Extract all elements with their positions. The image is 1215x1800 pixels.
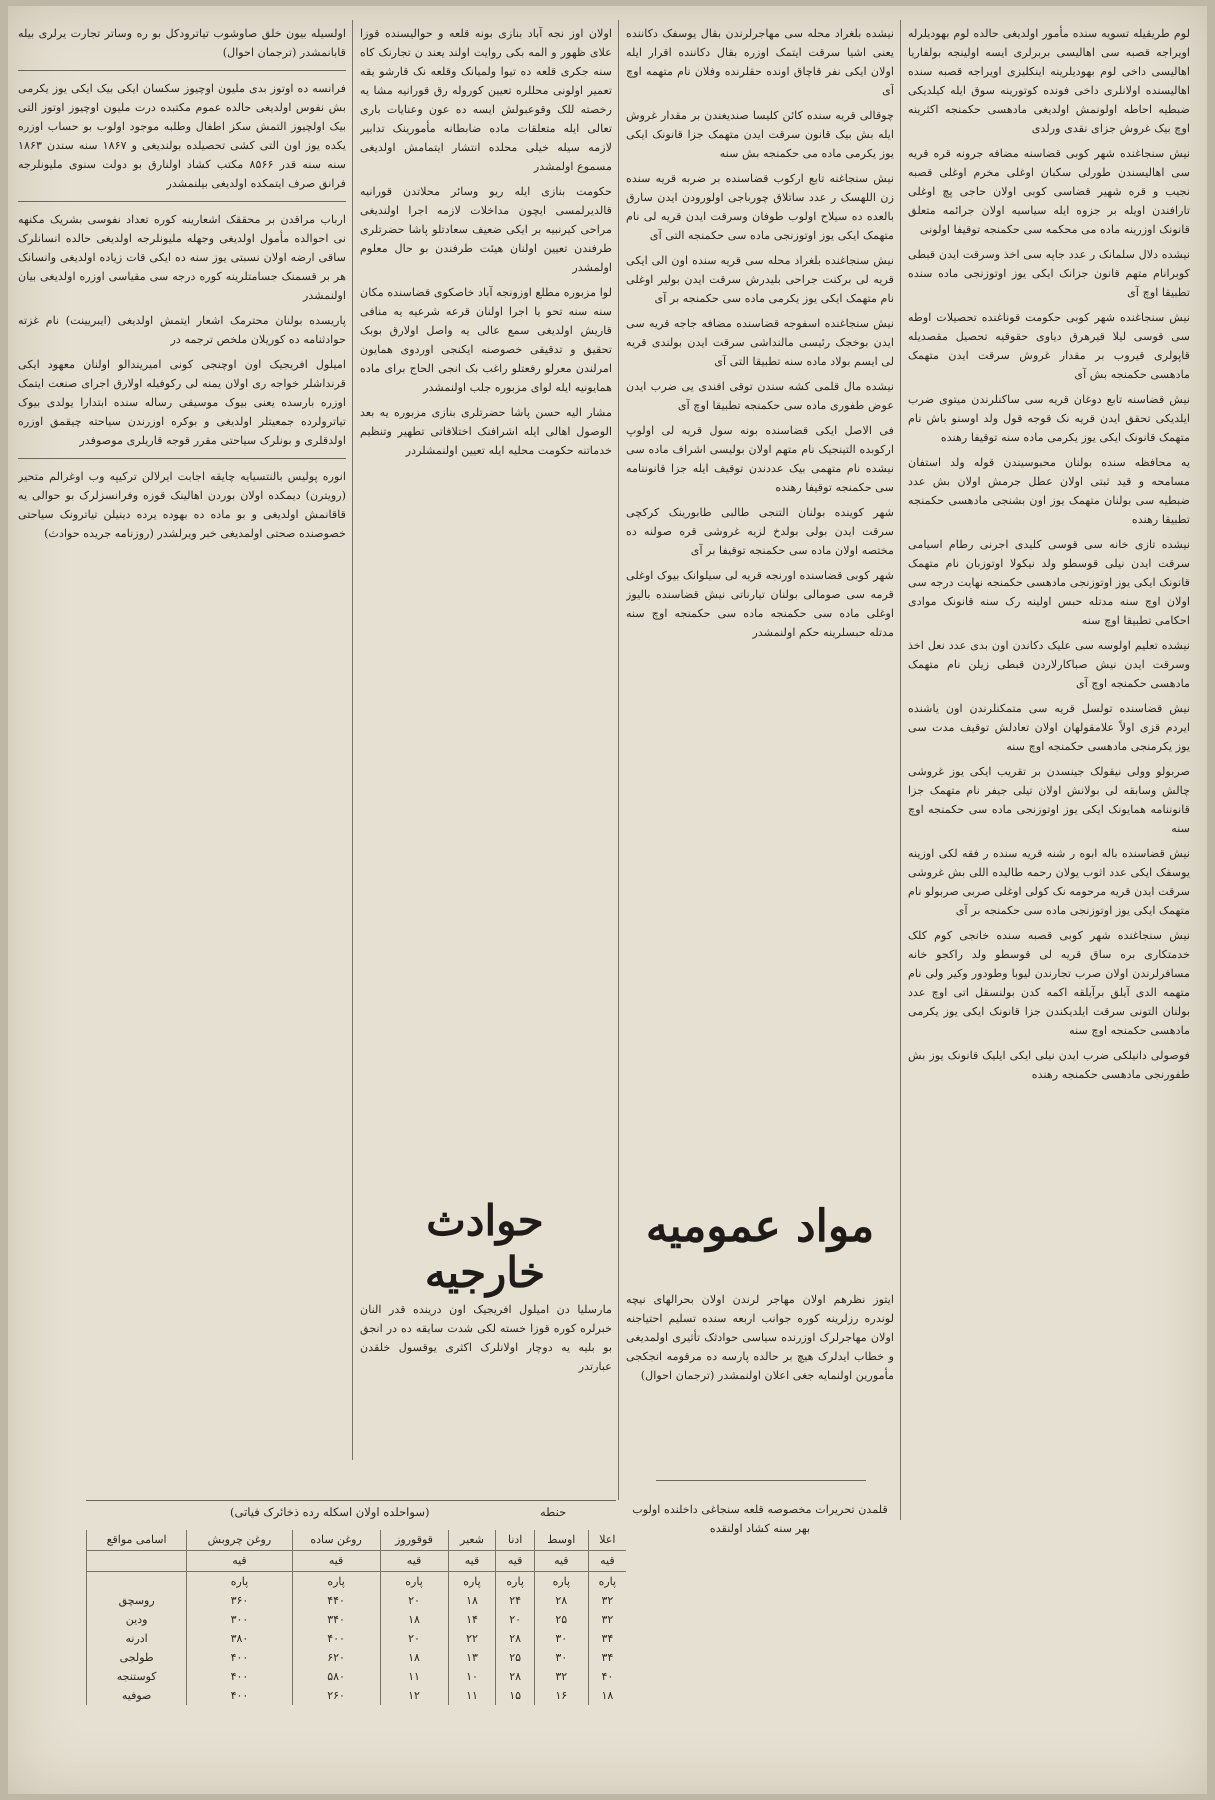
table-cell: ۱۶: [534, 1686, 588, 1705]
table-cell: ۲۸: [534, 1591, 588, 1610]
table-cell: ۵۸۰: [292, 1667, 380, 1686]
table-cell: ۴۰۰: [187, 1667, 292, 1686]
table-cell: ۲۲: [448, 1629, 496, 1648]
table-cell: [87, 1572, 187, 1592]
column-4: [18, 24, 346, 1494]
column-header: اسامی مواقع: [87, 1530, 187, 1551]
table-row: [87, 1610, 627, 1629]
table-cell: ۳۲: [588, 1591, 626, 1610]
table-cell: ۱۵: [496, 1686, 535, 1705]
news-item: نیش قضاسنه تابع دوغان قریه سی ساکنلرندن میتوی ضرب ایلدیکی تحقق ایدن قریه نک قوجه قول ولد اوسنو باش نام متهمک قانونک ایکی یوز یکرمی ماده سنه توقیفا رهنده: [908, 393, 1190, 444]
table-cell: ۱۳: [448, 1648, 496, 1667]
unit-header: قیه: [380, 1551, 448, 1572]
table-row: [87, 1591, 627, 1610]
news-item: شهر کوینده بولنان التنجی طالبی طابورینک کرکچی سرقت ایدن بولی بولدخ لزیه غروشی قره صولنه ده مختصه اولان ماده سی حکمنجه توقیفا بر آی: [626, 506, 894, 557]
column-header: اعلا: [588, 1530, 626, 1551]
news-item: حکومت بنازی ایله ریو وسائر محلاتدن قورانیه قالدیرلمسی ایچون مداخلات لازمه اجرا اولندیغی مراحی کیرنبیه بر ایکی ضعیف سعادتلو پاشا حضرتلری طرفندن تعیین اولنان هیئت طرفندن بو حال معلوم اولمشدر: [360, 185, 612, 274]
news-item: فوصولی دانیلکی ضرب ایدن نیلی ایکی ایلیک قانونک یوز بش طفورنجی مادهسی حکمنجه رهنده: [908, 1049, 1190, 1081]
news-item: نیش سنجاغنده شهر کوبی قصبه سنده خانجی کوم کلک خدمتکاری بره ساق قریه لی قوسطو ولد راکجو خانه مسافرلرندن اولان صرب تجارندن لیوبا وطودور وکیر ولی نام متهمه الدی آیلق برآیلقه اکمه کدن بولنسقل اتی اوچ عدد بولنان التونی سرقت ایلدیکندن جزا قانونک ایکی یوز یکرمی مادهسی حکمنجه اوچ سنه: [908, 929, 1190, 1037]
table-cell: ۶۲۰: [292, 1648, 380, 1667]
news-item: نیش سنجاغنده بلغراد محله سی قریه سنده اون الی ایکی قریه لی برکنت جراحی بلیدرش سرقت ایدن بولیر اوغلی نام متهمک ایکی یوز یکرمی ماده سی حکمنجه بر آی: [626, 254, 894, 305]
news-item: لوا مزبوره مطلع اوزونجه آباد خاصکوی قضاسنده مکان سنه سنه تحو یا اجرا اولنان قرعه شرعیه یه منافی قاریش اولدیغی سمع عالی یه واصل اولارق بوبک تحقیق و تدقیقی خصوصنه ایکنجی اوردوی همایون امرلندن معرلو رفعتلو راغب بک انجی الحاج برای ماده همایونیه ایله لوای مزبوره جلب اولنمشدر: [360, 286, 612, 394]
column-header: ادنا: [496, 1530, 535, 1551]
unit-header: قیه: [448, 1551, 496, 1572]
table-cell: ۱۸: [448, 1591, 496, 1610]
table-cell: صوفیه: [87, 1686, 187, 1705]
column-header: اوسط: [534, 1530, 588, 1551]
news-item: انوره پولیس بالنتسیایه چایقه اجابت ایرلالن ترکیپه وب اوغرالم متحیر (رویترن) دیمکده اولان بوردن اهالینک قوزه وفرانسزلرک بو حوالی یه قاقانمش اولدیغی و بو ماده ده بهوده یرده دینیلن تیاترونک سیاحتی خصوصنده صحتی اولمدیغی خبر ویرلشدر (روزنامه جریده حوادث): [18, 470, 346, 540]
table-subheader-row: [87, 1551, 627, 1572]
table-row: [87, 1648, 627, 1667]
news-item: نیش قضاسنده باله ابوه ر شنه قریه سنده ر فقه لکی اوزینه یوسفک ایکی عدد اثوب یولان رحمه طالیده اللی بش غروشی سرقت ایدن قریه مرحومه نک کولی اوغلی صربی صربولو نام متهمک ایکی یوز اوتوزنجی ماده سی حکمنجه بر آی: [908, 847, 1190, 917]
column-divider: [352, 20, 353, 1460]
table-cell: ۲۰: [496, 1610, 535, 1629]
table-cell: پاره: [292, 1572, 380, 1592]
table-cell: ۳۰۰: [187, 1610, 292, 1629]
news-item: ارباب مراقدن بر محققک اشعارینه کوره تعداد نفوسی بشریک مکنهه نی احوالده مأمول اولدیغی وجهله ملیونلرجه اولدیغی حالده انسانلرک ساقی ارضه اولان نسبتی یوز سنه ده ایکی قات زیاده اولدیغی وانسانک هر بر قسمنک جسامتلرینه کوره درجه سی مقیاسی اوزره اولدیغی بیان اولنمشدر: [18, 213, 346, 302]
news-item: نیشده تعلیم اولوسه سی علیک دکاندن اون بدی عدد نعل اخذ وسرقت ایدن نیش صباکارلاردن قبطی زیلن نام متهمک مادهسی حکمنجه اوچ آی: [908, 639, 1190, 690]
news-item: نیش سنجاغنده اسفوجه قضاسنده مضافه جاجه قریه سی ایدن بوخجک رئیسی مالنداشی سرقت ایدن بولندی قریه لی ایسم بولاد ماده سنه تطبیقا التی آی: [626, 317, 894, 368]
table-cell: ۴۰۰: [187, 1686, 292, 1705]
news-item: پاریسده بولنان محترمک اشعار ایتمش اولدیغی (ایبریینت) نام غزته حوادثنامه ده کوریلان ملخص ترجمه در: [18, 314, 346, 346]
divider-rule: [656, 1480, 866, 1481]
news-item: نیشده بلغراد محله سی مهاجرلرندن بقال یوسفک دکاننده یعنی اشیا سرقت ایتمک اوزره بقال دکاننده اقرار ایله اولان ایکی نفر قاچاق اونده حقلرنده وفلان نام متهمه اوچ آی: [626, 27, 894, 97]
news-item: مشار الیه حسن پاشا حضرتلری بنازی مزبوره یه بعد الوصول اهالی ایله اشرافنک اختلافاتی تطهیر وتنظیم خدماتنه حکومت محلیه ایله تعیین اولنمشلردر: [360, 406, 612, 457]
table-cell: کوستنجه: [87, 1667, 187, 1686]
news-item: ایتوز نظرهم اولان مهاجر لرندن اولان بحرالهای نیچه لوندره رزلرینه کوره جوانب اربعه سنده تسلیم احتیاجنه اولان مهاجرلرک اوزرنده سیاسی حوادثک تأثیری اولمدیغی و خطاب ایدلرک هیچ بر حالده پارسه ده مرقومه انجکجی مأمورین اولنمایه جغی اعلان اولنمشدر (ترجمان احوال): [626, 1293, 894, 1382]
news-item: صربولو وولی نیقولک جینسدن بر تقریب ایکی یوز غروشی چالش وسابقه لی بولانش اولان تیلی جیفر نام متهمک جزا قانوننامه همایونک ایکی یوز اوتوزنجی ماده سی حکمنجه اوچ سنه: [908, 765, 1190, 835]
column-1: [908, 24, 1190, 1784]
table-cell: ۲۵: [496, 1648, 535, 1667]
unit-header: قیه: [534, 1551, 588, 1572]
news-item: نیش سنجاغنه تابع ارکوب قضاسنده بر ضربه قریه سنده زن اللهسک ر عدد ساتلاق چورباجی اولورودن ایدن سارق بالعده ده سیلاح اولوب طوفان وسرقت ایدن قریه لی نام متهمک ایکی یوز اوتوزنجی ماده سی حکمنجه التی آی: [626, 172, 894, 242]
section-heading-foreign-news: حوادث خارجیه: [424, 1196, 546, 1297]
divider-rule: [18, 458, 346, 459]
table-cell: ۲۸: [496, 1629, 535, 1648]
table-row: [87, 1667, 627, 1686]
table-row: [87, 1686, 627, 1705]
divider-rule: [18, 70, 346, 71]
table-cell: ۳۰: [534, 1629, 588, 1648]
table-cell: پاره: [496, 1572, 535, 1592]
table-caption-wheat: حنطه: [540, 1505, 567, 1519]
unit-header: قیه: [292, 1551, 380, 1572]
table-cell: پاره: [187, 1572, 292, 1592]
table-cell: ۴۰۰: [187, 1648, 292, 1667]
table-cell: ۳۲: [588, 1610, 626, 1629]
table-cell: ۳۴: [588, 1648, 626, 1667]
table-cell: ۱۰: [448, 1667, 496, 1686]
table-cell: ودین: [87, 1610, 187, 1629]
divider-rule: [18, 201, 346, 202]
table-cell: ۱۸: [380, 1610, 448, 1629]
news-item: نیش سنجاغنده شهر کوبی قضاسنه مضافه جرونه قره قریه سی اهالیسندن طورلی سکبان اوغلی مخرم اوغلی قصبه نجیب و قره شهیر قضاسی کوبی اولان حاجی پچ اوغلی تارافندن اویله بر جزوه ایله سیاسیه اولان جرائمه متعلق قانونک اوزرینه ماده می محکمه سی حکمنجه توقیفا اولونی: [908, 147, 1190, 236]
table-cell: ۴۴۰: [292, 1591, 380, 1610]
news-item: شهر کوبی قضاسنده اورنجه قریه لی سیلوانک بیوک اوغلی قرمه سی صومالی بولنان تیارناتی نیش قضاسنده بالیوز اوغلی ماده سی حکمنجه ماده سی حکمنجه اوچ سنه مدتله حبسلرینه حکم اولنمشدر: [626, 569, 894, 639]
column-3: [360, 24, 612, 1144]
column-divider: [900, 20, 901, 1520]
news-item: اولان اوز نجه آباد بنازی بونه قلعه و حوالیسنده قوزا علای ظهور و المه بکی روایت اولند یعند ن تجارنک کاه سنه جکری قلعه ده تیوا ولمیانک وقلعه نک قارشو یقه تعمیر اولونی محللره تعیین کوروله رق قورانیه مشا یه رخصته للک وقوعبولش ایسه ده عون وعنایات باری تعالی ایله متعلقات ماده ضابطانه مأمورینک تدابیر لازمه سیله خیلی محلده انتشار ایتمامش اولدیغی مسموع اولمشدر: [360, 27, 612, 173]
news-item: نیشده دلال سلمانک ر عدد جاپه سی اخذ وسرقت ایدن قبطی کوبرانام متهم قانون جزانک ایکی یوز اوتوزنجی ماده سنده تطبیقا اوچ آی: [908, 248, 1190, 299]
table-cell: پاره: [588, 1572, 626, 1592]
news-item: فرانسه ده اوتوز بدی ملیون اوچیوز سکسان ایکی بیک ایکی یوز یکرمی بش نفوس اولدیغی حالده عموم مکتبده درت ملیون اوچیوز اوتوز التی بیک اولچیوز التمش سکز اطفال وطلبه موجود اولوب بو حساب اوزره یکده یوز اون التی کشی تحصیلده بولندیغی و ۱۸۶۷ سنه سندن ۱۸۶۳ سنه سنه قدر ۸۵۶۶ مکتب کشاد اولنارق بو دولت سنوی ملیونلرجه فرانق صرف ایتمکده اولدیغی بیلنمشدر: [18, 82, 346, 190]
table-cell: ۱۲: [380, 1686, 448, 1705]
news-item: نیش سنجاغنده شهر کوبی حکومت قوناغنده تحصیلات اوطه سی قوسی لیلا قیرهرق دیاوی حقوقیه تحصیل مقصدیله قاپولری قیروب بر مقدار غروش سرقت ایدن متهمک مادهسی حکمنجه بش آی: [908, 311, 1190, 381]
table-unit-row: [87, 1572, 627, 1592]
section-heading-general-matters: مواد عمومیه: [645, 1201, 875, 1252]
news-item: نیشده مال قلمی کشه سندن توقی افندی یی ضرب ایدن عوض طفوری ماده سی حکمنجه تطبیقا اوچ آی: [626, 380, 894, 412]
table-cell: طولجی: [87, 1648, 187, 1667]
table-cell: ۳۶۰: [187, 1591, 292, 1610]
table-cell: ۲۰: [380, 1629, 448, 1648]
news-item: فی الاصل ایکی قضاسنده بونه سول قریه لی اولوپ ارکوبده التینجیک نام متهم اولان بولیسی اشراف ماده سی نیشده نام متهمی بیک عددندن توقیف ایله جزا قانوننامه سی حکمنجه توقیفا رهنده: [626, 424, 894, 494]
news-item: لوم طریقیله تسویه سنده مأمور اولدیغی حالده لوم بهودیلرله اویراجه قصبه سی اهالیسی بربرلری ایسه اولینجه بولفاریا اهالیسی داخی لوم بهودیلرینه اینکلیزی اویراجه قصبه سنده اهالیسنده اولانلری داخی فونده کوتورینه سوق ایله کیلدیکی ضبطیه احاطه اولونمش اولدیغی مادهسی حکمنجه اکثرینه اوچ بیک غروش جزای نقدی ورلدی: [908, 27, 1190, 135]
table-cell: پاره: [380, 1572, 448, 1592]
table-cell: ۳۴: [588, 1629, 626, 1648]
table-cell: ۲۰: [380, 1591, 448, 1610]
column-header: روغن چروبش: [187, 1530, 292, 1551]
table-cell: ۲۸: [496, 1667, 535, 1686]
table-cell: ۳۰: [534, 1648, 588, 1667]
column-divider: [618, 20, 619, 1500]
table-cell: ۱۱: [448, 1686, 496, 1705]
table-cell: ۲۵: [534, 1610, 588, 1629]
table-cell: پاره: [534, 1572, 588, 1592]
unit-header: قیه: [496, 1551, 535, 1572]
table-cell: ادرنه: [87, 1629, 187, 1648]
table-cell: ۲۶۰: [292, 1686, 380, 1705]
table-caption: (سواحلده اولان اسکله رده ذخائرک فیاتی): [230, 1505, 430, 1519]
table-cell: ۴۰: [588, 1667, 626, 1686]
unit-header: قیه: [187, 1551, 292, 1572]
news-item: قلمدن تحریرات مخصوصه قلعه سنجاغی داخلنده اولوب بهر سنه کشاد اولنقده: [632, 1503, 888, 1535]
table-top-rule: [86, 1500, 616, 1501]
unit-header: [87, 1551, 187, 1572]
table-cell: روسچق: [87, 1591, 187, 1610]
table-cell: ۱۱: [380, 1667, 448, 1686]
table-cell: ۱۸: [588, 1686, 626, 1705]
table-cell: ۳۴۰: [292, 1610, 380, 1629]
table-cell: ۱۸: [380, 1648, 448, 1667]
table-row: [87, 1629, 627, 1648]
column-2-bottom: [626, 1290, 894, 1470]
news-item: نیش قضاسنده تولسل قریه سی متمکنلرندن اون یاشنده ایردم قزی اولاً علامقولهان اولان تعادلش توقیف مدت سی یوز یکرمنجی مادهسی حکمنجه اوچ سنه: [908, 702, 1190, 753]
column-header: قوقوروز: [380, 1530, 448, 1551]
table-cell: ۳۲: [534, 1667, 588, 1686]
column-2-footer: [626, 1500, 894, 1560]
table-cell: ۱۴: [448, 1610, 496, 1629]
table-cell: پاره: [448, 1572, 496, 1592]
news-item: چوقالی قریه سنده کائن کلیسا صندیغندن بر مقدار غروش ایله بش بیک قانون سرقت ایدن متهمک جزا قانونک ایکی یوز یکرمی ماده می حکمنجه بش سنه: [626, 109, 894, 160]
table-header-row: [87, 1530, 627, 1551]
news-item: نیشده تازی خانه سی قوسی کلیدی اجرنی رطام اسیامی سرقت ایدن نیلی قوسطو ولد نیکولا اوتوزبان نام متهمک قانونک ایکی یوز اوتوزنجی مادهسی حکمنجه نهایت درجه سی اولان اوچ سنه مدتله حبس اولینه رک سنه قانونک موادی احکامی تطبیقا اوچ سنه: [908, 538, 1190, 627]
column-header: روغن ساده: [292, 1530, 380, 1551]
news-item: مارسلیا دن امیلول افریجیک اون درینده قدر النان خبرلره کوره قوزا خسته لکی شدت سایقه ده در انجق بو بلیه یه دوچار اولانلرک اکثری یوقسول خلقدن عبارتدر: [360, 1303, 612, 1373]
unit-header: قیه: [588, 1551, 626, 1572]
table-cell: ۳۸۰: [187, 1629, 292, 1648]
news-item: یه محافظه سنده بولنان محبوسیندن قوله ولد استفان مسامحه و قید ثبتی اولان عطل جرمش اولان بش عدد ضبطیه سی بولنان متهمک یوز اون بشنجی مادهسی حکمنجه تطبیقا رهنده: [908, 456, 1190, 526]
table-cell: ۲۴: [496, 1591, 535, 1610]
column-3-bottom: [360, 1300, 612, 1490]
grain-price-table: [86, 1530, 626, 1705]
column-2: [626, 24, 894, 1194]
news-item: اولسیله بیون خلق صاوشوب تیاترودکل بو ره وساتر تجارت یرلری بیله قابانمشدر (ترجمان احوال): [18, 27, 346, 59]
news-item: امیلول افریجیک اون اوچنجی کونی امیریندالو اولنان معهود ایکی قرنداشلر خواجه ری اولان یمنه لی رکوفیله اولارق اجرای صنعت ایتمک اوزره بارسده یعنی بیوک موسیقی رساله سنده ابتدارا یولدی بیوک تیاترولرده جمعیتلر اولدیغی و بوکره اوزرندن سیاحته چیقمق اوزره اولدقلری و بونلرک سیاحتی مقرر قوجه قاریلری موصوفدر: [18, 358, 346, 447]
column-header: شعیر: [448, 1530, 496, 1551]
table-cell: ۴۰۰: [292, 1629, 380, 1648]
